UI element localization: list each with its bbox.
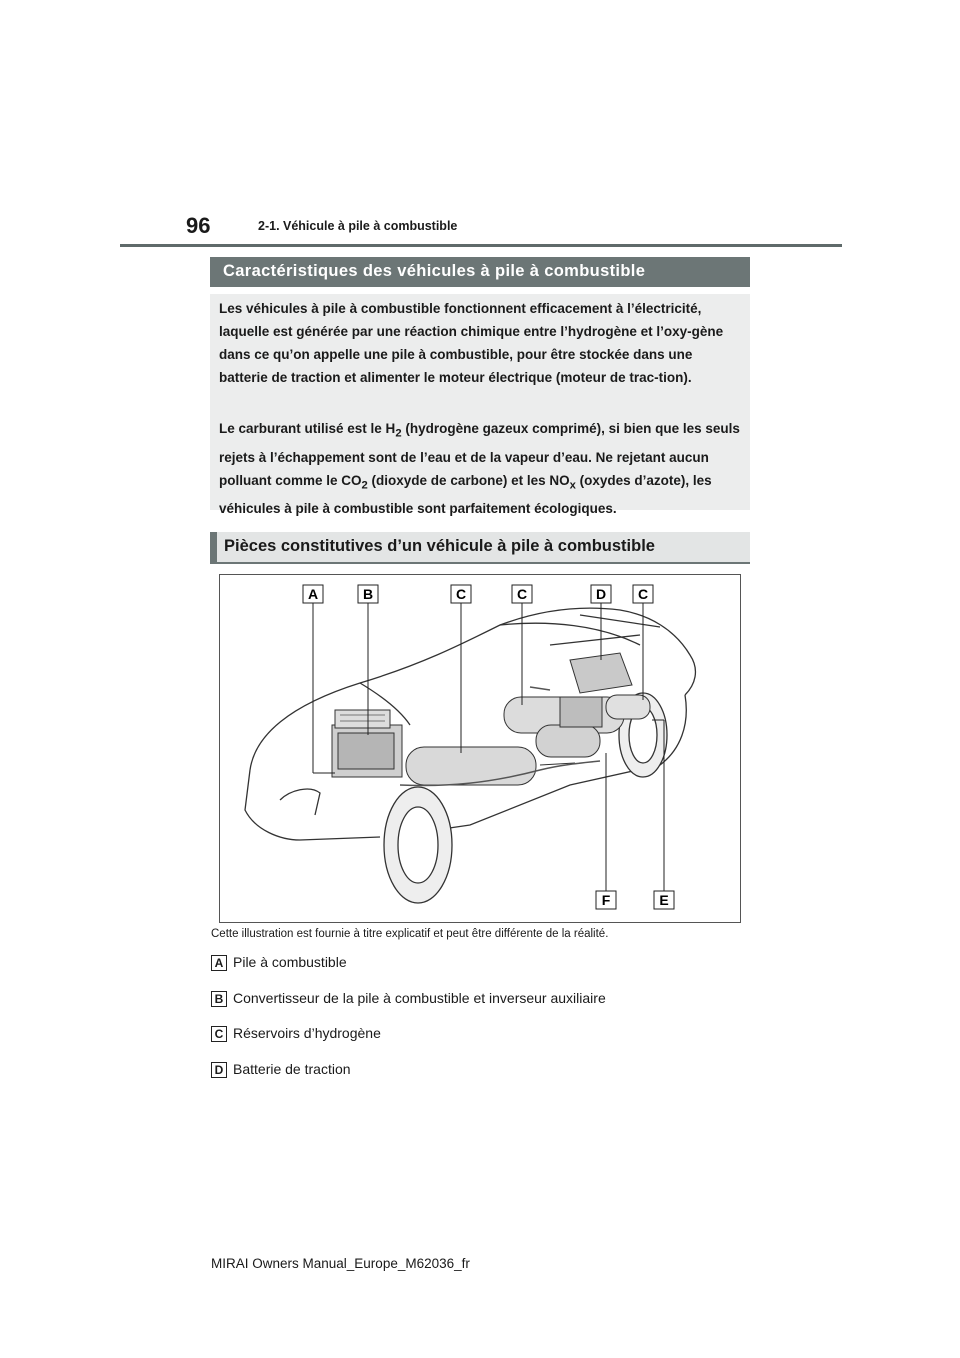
legend-letter-d: D (211, 1062, 227, 1078)
section-heading-components: Pièces constitutives d’un véhicule à pile à combustible (224, 537, 655, 555)
label-e: E (659, 892, 669, 908)
legend-text-b: Convertisseur de la pile à combustible et inverseur auxiliaire (233, 990, 606, 1006)
section-banner-components (210, 532, 750, 564)
legend-text-a: Pile à combustible (233, 954, 347, 970)
header-divider (120, 244, 842, 247)
label-c3: C (637, 586, 649, 602)
legend-letter-c: C (211, 1026, 227, 1042)
label-c1: C (455, 586, 467, 602)
label-box-f (596, 891, 616, 909)
intro-box (210, 294, 750, 517)
figure-caption: Cette illustration est fournie à titre explicatif et peut être différente de la réalité. (211, 928, 609, 940)
vehicle-components-illustration (219, 574, 741, 923)
intro-paragraph-2: Le carburant utilisé est le $H_2$ (hydrogène gazeux comprimé), si bien que les seuls rejets à l’échappement sont de l’eau et de la vapeur d’eau. Ne rejetant aucun polluant comme le $CO_2$ (dioxyde de carbone) et les $NO_x$ (oxydes d’azote), les véhicules à pile à combustible sont parfaitement écologiques. (219, 421, 740, 517)
label-b: B (362, 586, 374, 602)
label-box-b (358, 585, 378, 603)
label-f: F (601, 892, 611, 908)
intro-paragraph-1: Les véhicules à pile à combustible fonctionnent efficacement à l’électricité, laquelle est générée par une réaction chimique entre l’hydrogène et l’oxy-gène dans ce qu’on appelle une pile à combustible, pour être stockée dans une batterie de traction et alimenter le moteur électrique (moteur de trac-tion). (219, 301, 724, 385)
label-box-c3 (633, 585, 653, 603)
legend-text-c: Réservoirs d’hydrogène (233, 1025, 381, 1041)
section-banner-features (210, 257, 750, 287)
footer-manual-id: MIRAI Owners Manual_Europe_M62036_fr (211, 1256, 470, 1271)
page-number: 96 (186, 213, 211, 238)
label-box-d (591, 585, 611, 603)
label-box-c1 (451, 585, 471, 603)
banner-accent-bar (210, 532, 217, 564)
label-box-c2 (512, 585, 532, 603)
section-heading-features: Caractéristiques des véhicules à pile à combustible (223, 262, 646, 280)
fuel-cell-unit (332, 710, 402, 777)
legend-text-d: Batterie de traction (233, 1061, 351, 1077)
section-title: 2-1. Véhicule à pile à combustible (258, 219, 458, 233)
label-d: D (595, 586, 607, 602)
label-box-e (654, 891, 674, 909)
legend-letter-b: B (211, 991, 227, 1007)
label-c2: C (516, 586, 528, 602)
legend-letter-a: A (211, 955, 227, 971)
car-diagram (220, 575, 740, 922)
label-box-a (303, 585, 323, 603)
label-a: A (307, 586, 319, 602)
